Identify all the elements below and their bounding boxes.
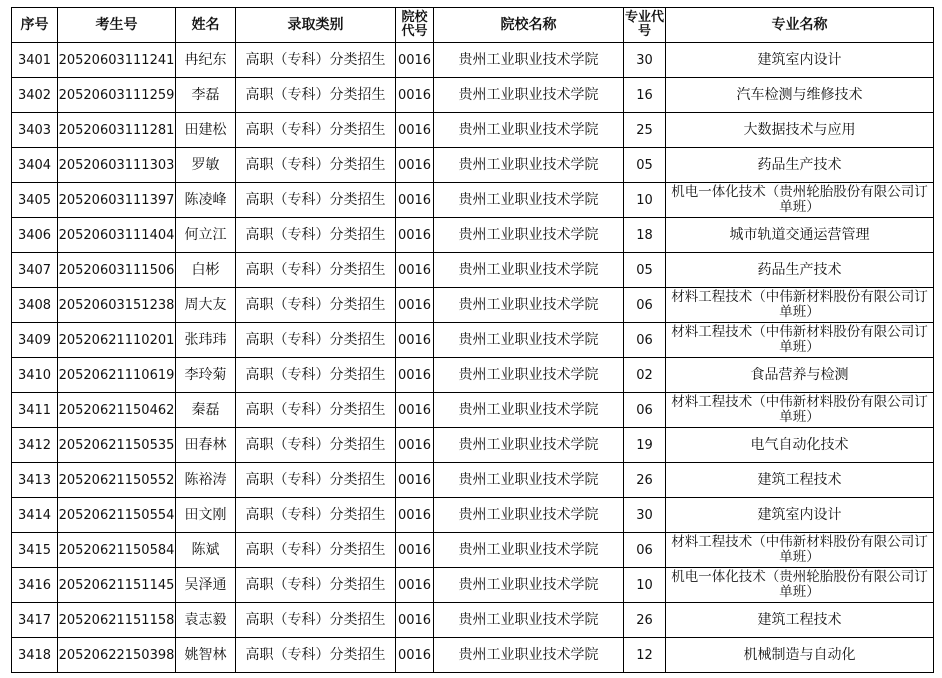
cell-school-name: 贵州工业职业技术学院	[434, 393, 624, 428]
cell-school-code: 0016	[396, 113, 434, 148]
cell-major-code: 26	[624, 463, 666, 498]
cell-category: 高职（专科）分类招生	[236, 603, 396, 638]
header-major-code: 专业代号	[624, 8, 666, 43]
cell-school-name: 贵州工业职业技术学院	[434, 323, 624, 358]
cell-school-code: 0016	[396, 183, 434, 218]
cell-name: 袁志毅	[176, 603, 236, 638]
cell-major-name: 食品营养与检测	[666, 358, 934, 393]
cell-major-name: 建筑室内设计	[666, 498, 934, 533]
cell-school-code: 0016	[396, 288, 434, 323]
cell-school-code: 0016	[396, 323, 434, 358]
header-exam-no: 考生号	[58, 8, 176, 43]
cell-name: 张玮玮	[176, 323, 236, 358]
cell-seq: 3416	[12, 568, 58, 603]
cell-seq: 3402	[12, 78, 58, 113]
cell-school-code: 0016	[396, 533, 434, 568]
cell-school-code: 0016	[396, 638, 434, 673]
cell-seq: 3415	[12, 533, 58, 568]
cell-seq: 3408	[12, 288, 58, 323]
cell-major-code: 06	[624, 323, 666, 358]
cell-school-name: 贵州工业职业技术学院	[434, 113, 624, 148]
table-row	[12, 78, 934, 113]
cell-major-name: 机电一体化技术（贵州轮胎股份有限公司订单班）	[666, 183, 934, 218]
cell-exam-no: 20520621151145	[58, 568, 176, 603]
cell-category: 高职（专科）分类招生	[236, 183, 396, 218]
cell-school-name: 贵州工业职业技术学院	[434, 43, 624, 78]
table-row	[12, 358, 934, 393]
cell-name: 秦磊	[176, 393, 236, 428]
table-body	[12, 43, 934, 673]
cell-category: 高职（专科）分类招生	[236, 288, 396, 323]
cell-major-name: 药品生产技术	[666, 148, 934, 183]
cell-school-name: 贵州工业职业技术学院	[434, 498, 624, 533]
header-seq: 序号	[12, 8, 58, 43]
header-name: 姓名	[176, 8, 236, 43]
table-row	[12, 498, 934, 533]
cell-category: 高职（专科）分类招生	[236, 568, 396, 603]
header-school-code: 院校代号	[396, 8, 434, 43]
cell-major-code: 10	[624, 568, 666, 603]
cell-school-code: 0016	[396, 568, 434, 603]
cell-seq: 3403	[12, 113, 58, 148]
cell-category: 高职（专科）分类招生	[236, 393, 396, 428]
cell-school-name: 贵州工业职业技术学院	[434, 218, 624, 253]
cell-major-code: 26	[624, 603, 666, 638]
table-row	[12, 533, 934, 568]
cell-name: 姚智林	[176, 638, 236, 673]
cell-school-name: 贵州工业职业技术学院	[434, 603, 624, 638]
cell-major-code: 10	[624, 183, 666, 218]
cell-school-code: 0016	[396, 463, 434, 498]
cell-name: 田建松	[176, 113, 236, 148]
cell-category: 高职（专科）分类招生	[236, 113, 396, 148]
cell-category: 高职（专科）分类招生	[236, 253, 396, 288]
cell-school-code: 0016	[396, 393, 434, 428]
cell-exam-no: 20520603111281	[58, 113, 176, 148]
cell-school-name: 贵州工业职业技术学院	[434, 253, 624, 288]
table-row	[12, 428, 934, 463]
cell-school-code: 0016	[396, 253, 434, 288]
cell-category: 高职（专科）分类招生	[236, 428, 396, 463]
cell-school-name: 贵州工业职业技术学院	[434, 183, 624, 218]
header-category: 录取类别	[236, 8, 396, 43]
cell-major-code: 02	[624, 358, 666, 393]
cell-name: 陈裕涛	[176, 463, 236, 498]
cell-category: 高职（专科）分类招生	[236, 358, 396, 393]
cell-school-code: 0016	[396, 603, 434, 638]
cell-school-code: 0016	[396, 78, 434, 113]
cell-name: 白彬	[176, 253, 236, 288]
cell-exam-no: 20520622150398	[58, 638, 176, 673]
table-row	[12, 463, 934, 498]
header-school-name: 院校名称	[434, 8, 624, 43]
cell-seq: 3413	[12, 463, 58, 498]
cell-name: 冉纪东	[176, 43, 236, 78]
cell-school-name: 贵州工业职业技术学院	[434, 533, 624, 568]
cell-name: 罗敏	[176, 148, 236, 183]
cell-exam-no: 20520603151238	[58, 288, 176, 323]
cell-school-name: 贵州工业职业技术学院	[434, 148, 624, 183]
cell-major-name: 材料工程技术（中伟新材料股份有限公司订单班）	[666, 323, 934, 358]
cell-category: 高职（专科）分类招生	[236, 498, 396, 533]
table-row	[12, 323, 934, 358]
cell-major-name: 建筑室内设计	[666, 43, 934, 78]
cell-major-name: 建筑工程技术	[666, 463, 934, 498]
table-row	[12, 43, 934, 78]
cell-name: 李玲菊	[176, 358, 236, 393]
cell-exam-no: 20520621151158	[58, 603, 176, 638]
cell-major-name: 建筑工程技术	[666, 603, 934, 638]
cell-category: 高职（专科）分类招生	[236, 218, 396, 253]
cell-seq: 3418	[12, 638, 58, 673]
cell-major-name: 城市轨道交通运营管理	[666, 218, 934, 253]
cell-school-code: 0016	[396, 148, 434, 183]
cell-category: 高职（专科）分类招生	[236, 323, 396, 358]
cell-major-code: 06	[624, 288, 666, 323]
cell-category: 高职（专科）分类招生	[236, 533, 396, 568]
cell-major-code: 06	[624, 393, 666, 428]
cell-school-name: 贵州工业职业技术学院	[434, 428, 624, 463]
header-major-name: 专业名称	[666, 8, 934, 43]
cell-major-code: 18	[624, 218, 666, 253]
table-row	[12, 288, 934, 323]
cell-exam-no: 20520621150535	[58, 428, 176, 463]
cell-seq: 3406	[12, 218, 58, 253]
cell-exam-no: 20520603111404	[58, 218, 176, 253]
cell-school-code: 0016	[396, 358, 434, 393]
cell-name: 田文刚	[176, 498, 236, 533]
cell-exam-no: 20520621110619	[58, 358, 176, 393]
cell-exam-no: 20520621150554	[58, 498, 176, 533]
cell-major-code: 16	[624, 78, 666, 113]
cell-school-name: 贵州工业职业技术学院	[434, 358, 624, 393]
cell-name: 陈斌	[176, 533, 236, 568]
cell-name: 何立江	[176, 218, 236, 253]
cell-school-code: 0016	[396, 498, 434, 533]
cell-category: 高职（专科）分类招生	[236, 78, 396, 113]
cell-major-name: 药品生产技术	[666, 253, 934, 288]
cell-seq: 3407	[12, 253, 58, 288]
cell-exam-no: 20520621110201	[58, 323, 176, 358]
cell-seq: 3401	[12, 43, 58, 78]
cell-seq: 3417	[12, 603, 58, 638]
cell-exam-no: 20520603111241	[58, 43, 176, 78]
cell-seq: 3414	[12, 498, 58, 533]
cell-seq: 3404	[12, 148, 58, 183]
cell-major-name: 材料工程技术（中伟新材料股份有限公司订单班）	[666, 393, 934, 428]
table-row	[12, 253, 934, 288]
cell-category: 高职（专科）分类招生	[236, 148, 396, 183]
cell-name: 吴泽通	[176, 568, 236, 603]
cell-name: 周大友	[176, 288, 236, 323]
cell-name: 李磊	[176, 78, 236, 113]
cell-seq: 3410	[12, 358, 58, 393]
table-row	[12, 393, 934, 428]
cell-major-code: 30	[624, 43, 666, 78]
cell-major-code: 30	[624, 498, 666, 533]
cell-major-name: 机电一体化技术（贵州轮胎股份有限公司订单班）	[666, 568, 934, 603]
cell-school-code: 0016	[396, 43, 434, 78]
cell-school-name: 贵州工业职业技术学院	[434, 78, 624, 113]
table-row	[12, 603, 934, 638]
cell-school-name: 贵州工业职业技术学院	[434, 288, 624, 323]
cell-major-name: 汽车检测与维修技术	[666, 78, 934, 113]
cell-category: 高职（专科）分类招生	[236, 43, 396, 78]
cell-major-name: 大数据技术与应用	[666, 113, 934, 148]
table-row	[12, 113, 934, 148]
cell-exam-no: 20520603111397	[58, 183, 176, 218]
cell-school-name: 贵州工业职业技术学院	[434, 638, 624, 673]
cell-major-code: 12	[624, 638, 666, 673]
admission-table	[11, 7, 934, 673]
cell-exam-no: 20520621150462	[58, 393, 176, 428]
cell-seq: 3409	[12, 323, 58, 358]
cell-school-name: 贵州工业职业技术学院	[434, 463, 624, 498]
admission-list	[11, 7, 934, 673]
cell-category: 高职（专科）分类招生	[236, 463, 396, 498]
cell-major-code: 25	[624, 113, 666, 148]
table-row	[12, 568, 934, 603]
cell-seq: 3411	[12, 393, 58, 428]
cell-school-code: 0016	[396, 428, 434, 463]
cell-category: 高职（专科）分类招生	[236, 638, 396, 673]
cell-school-name: 贵州工业职业技术学院	[434, 568, 624, 603]
cell-major-name: 材料工程技术（中伟新材料股份有限公司订单班）	[666, 288, 934, 323]
cell-major-code: 05	[624, 253, 666, 288]
table-row	[12, 183, 934, 218]
cell-name: 陈凌峰	[176, 183, 236, 218]
table-row	[12, 638, 934, 673]
table-row	[12, 218, 934, 253]
cell-major-code: 19	[624, 428, 666, 463]
cell-major-code: 05	[624, 148, 666, 183]
cell-school-code: 0016	[396, 218, 434, 253]
cell-exam-no: 20520603111259	[58, 78, 176, 113]
cell-exam-no: 20520621150552	[58, 463, 176, 498]
cell-seq: 3405	[12, 183, 58, 218]
table-row	[12, 148, 934, 183]
cell-exam-no: 20520603111303	[58, 148, 176, 183]
cell-seq: 3412	[12, 428, 58, 463]
cell-major-name: 电气自动化技术	[666, 428, 934, 463]
cell-major-name: 机械制造与自动化	[666, 638, 934, 673]
cell-exam-no: 20520621150584	[58, 533, 176, 568]
cell-major-code: 06	[624, 533, 666, 568]
cell-name: 田春林	[176, 428, 236, 463]
cell-exam-no: 20520603111506	[58, 253, 176, 288]
cell-major-name: 材料工程技术（中伟新材料股份有限公司订单班）	[666, 533, 934, 568]
header-row	[12, 8, 934, 43]
